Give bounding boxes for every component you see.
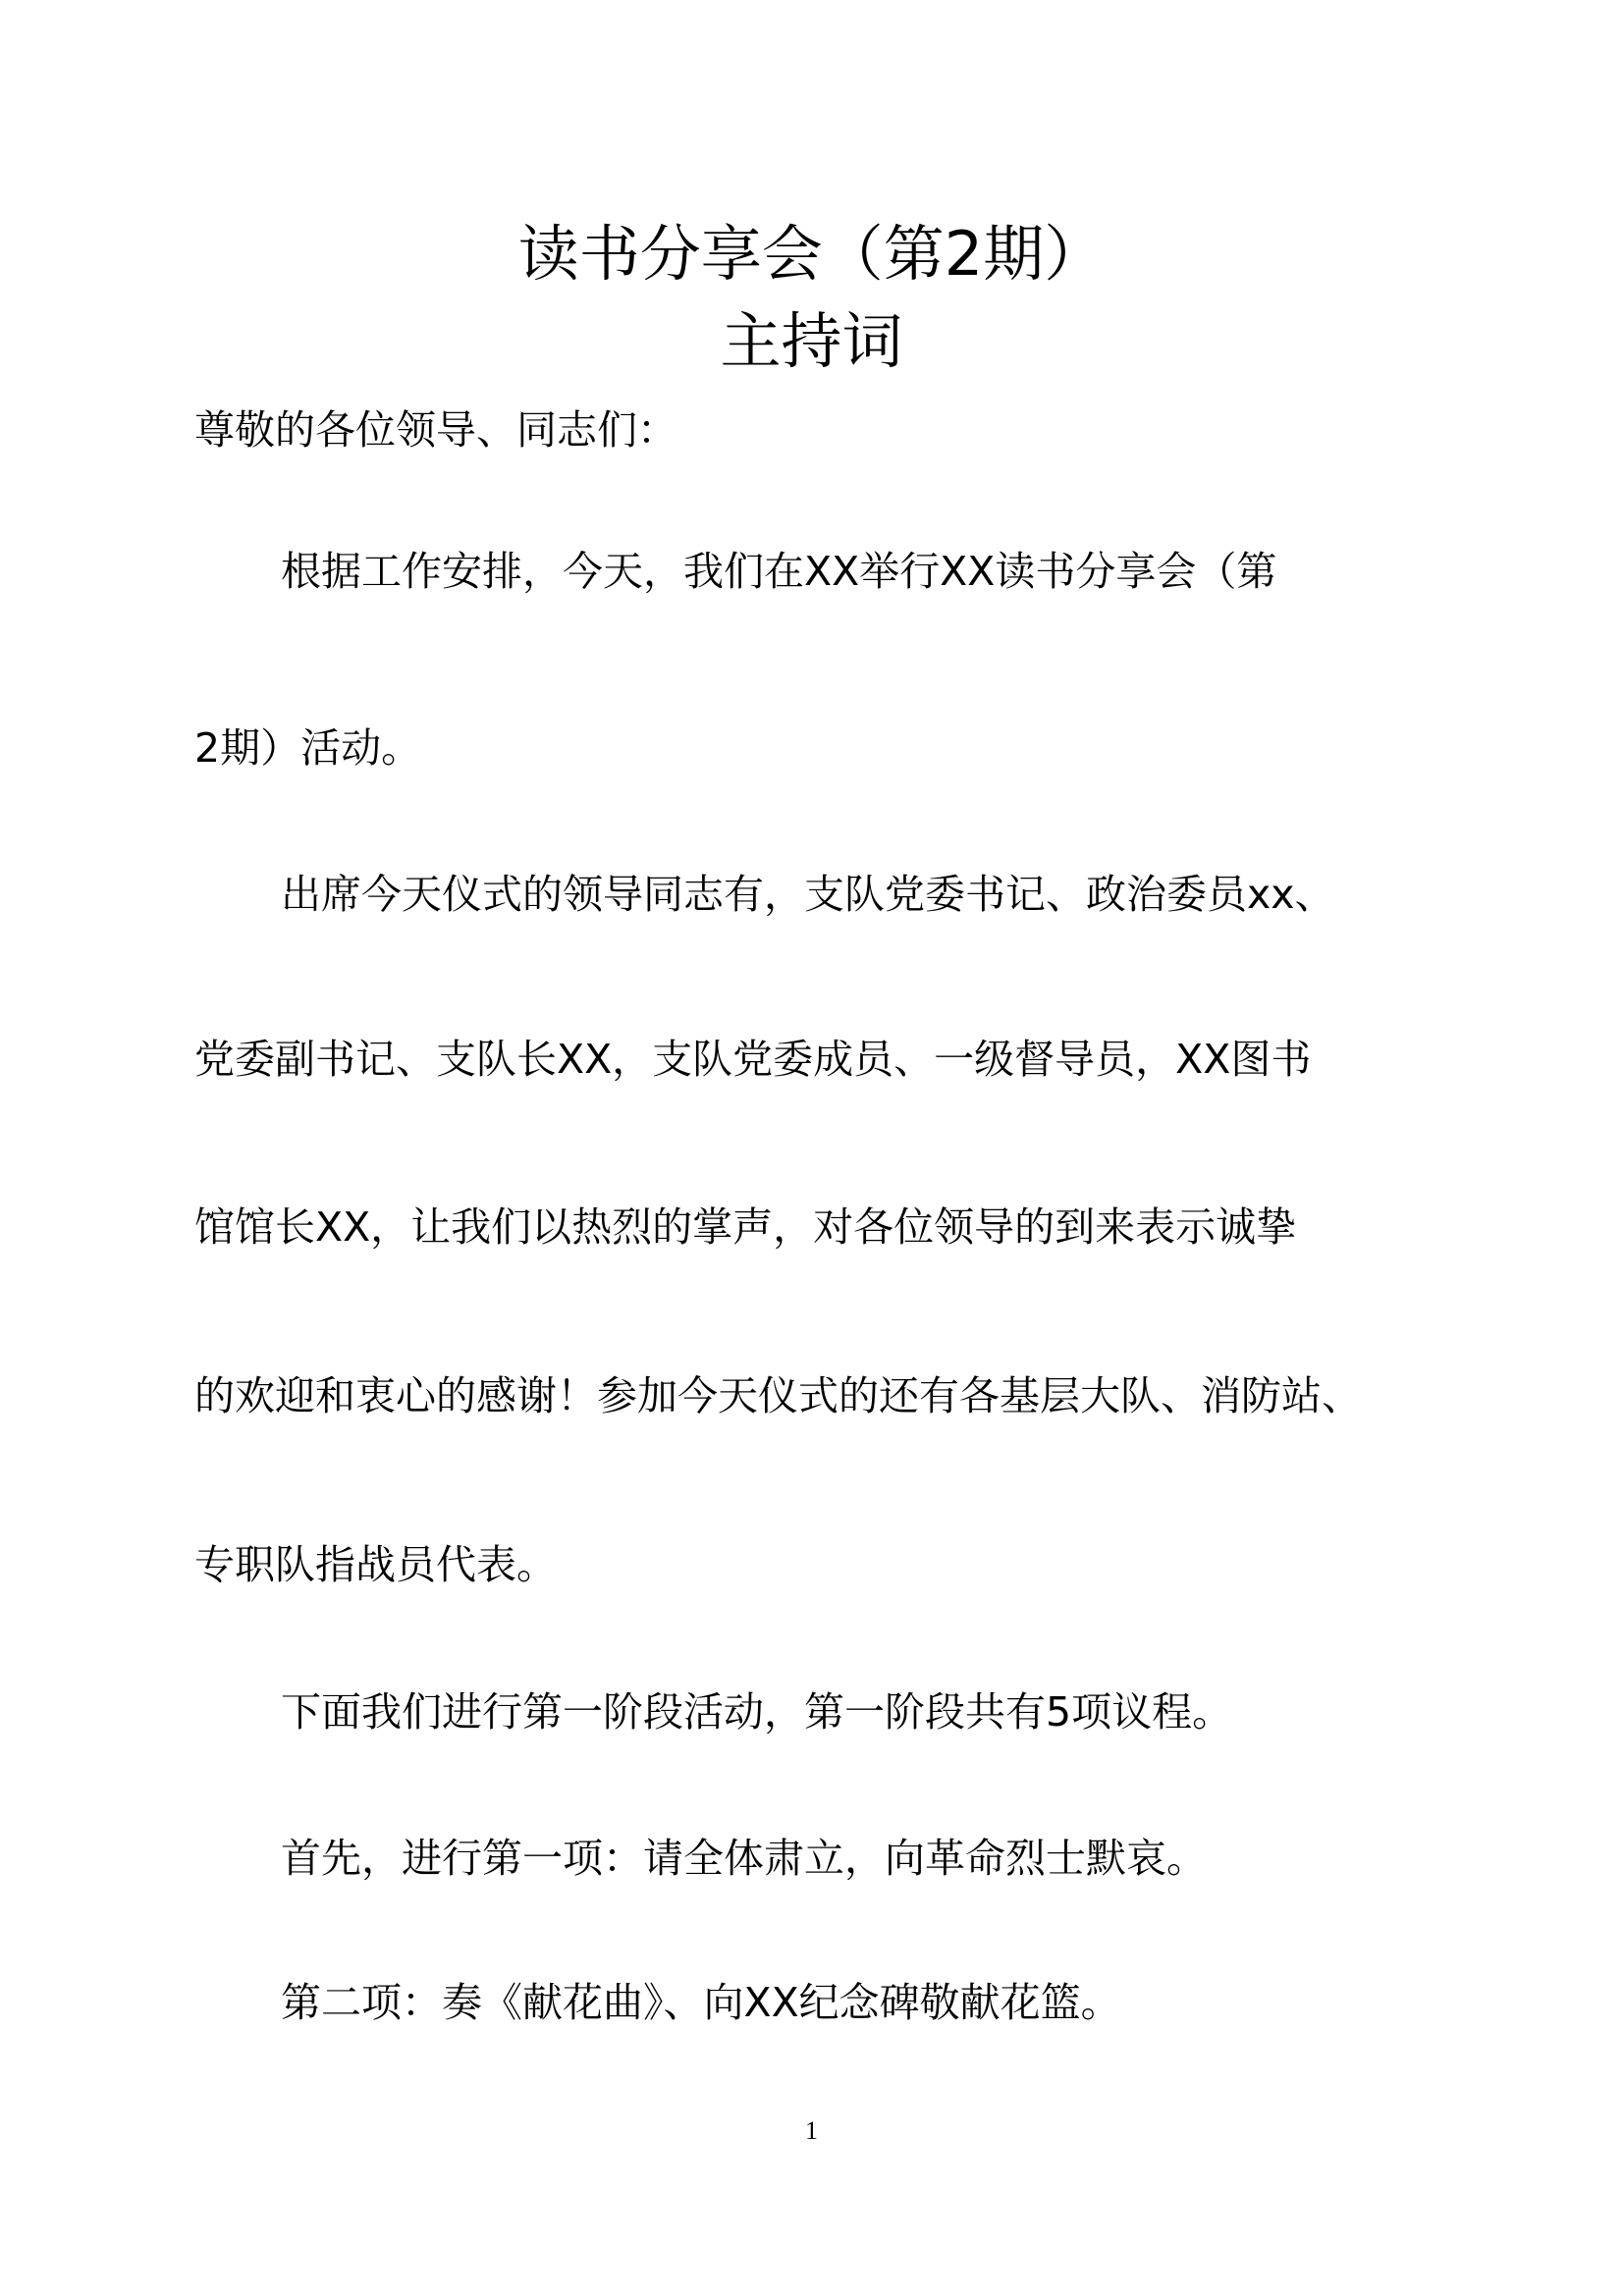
paragraph-line: 党委副书记、支队长XX，支队党委成员、一级督导员，XX图书	[194, 1036, 1312, 1083]
paragraph-line: 的欢迎和衷心的感谢！参加今天仪式的还有各基层大队、消防站、	[194, 1372, 1362, 1419]
document-subtitle: 主持词	[720, 305, 903, 377]
paragraph-line: 出席今天仪式的领导同志有，支队党委书记、政治委员xx、	[281, 871, 1335, 918]
paragraph-line: 馆馆长XX，让我们以热烈的掌声，对各位领导的到来表示诚挚	[194, 1203, 1297, 1251]
paragraph-line: 2期）活动。	[194, 724, 422, 772]
document-title: 读书分享会（第2期）	[517, 218, 1106, 290]
paragraph-line: 专职队指战员代表。	[194, 1541, 557, 1588]
paragraph-line: 根据工作安排，今天，我们在XX举行XX读书分享会（第	[281, 548, 1277, 595]
salutation: 尊敬的各位领导、同志们：	[194, 406, 677, 454]
paragraph-line: 下面我们进行第一阶段活动，第一阶段共有5项议程。	[281, 1688, 1233, 1735]
paragraph-line: 第二项：奏《献花曲》、向XX纪念碑敬献花篮。	[281, 1979, 1121, 2026]
page-number: 1	[805, 2116, 818, 2145]
paragraph-line: 首先，进行第一项：请全体肃立，向革命烈士默哀。	[281, 1835, 1207, 1882]
